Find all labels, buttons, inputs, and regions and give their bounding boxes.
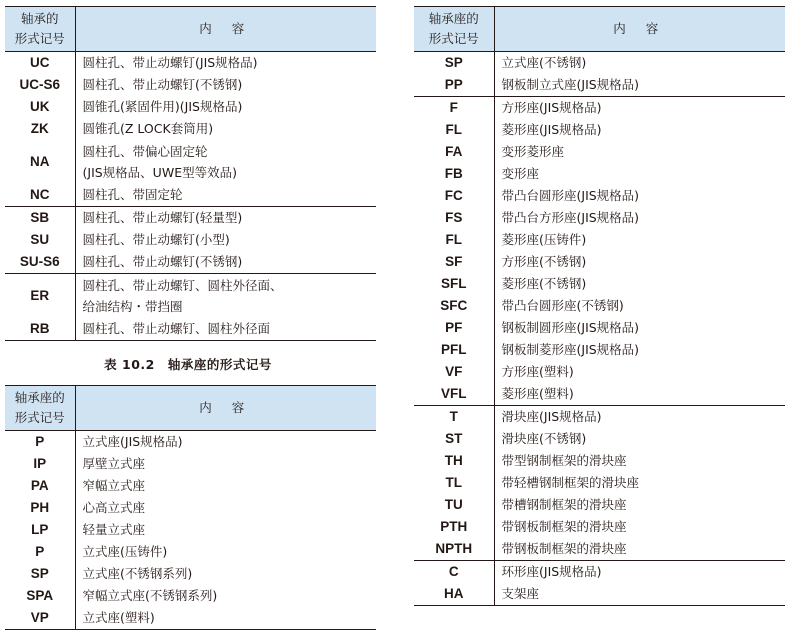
type-description xyxy=(75,607,376,630)
type-description xyxy=(75,229,376,251)
description-line: 菱形座(压铸件) xyxy=(501,232,587,247)
table-row xyxy=(414,538,785,561)
type-code: NC xyxy=(5,184,75,207)
table-row xyxy=(414,516,785,538)
type-code: PF xyxy=(414,317,494,339)
table-row xyxy=(414,251,785,273)
type-description xyxy=(494,516,785,538)
type-code: NPTH xyxy=(414,538,494,561)
table-row xyxy=(414,583,785,606)
table-row xyxy=(414,295,785,317)
description-line: 窄幅立式座 xyxy=(82,478,146,493)
table-row xyxy=(414,361,785,383)
description-line: 心高立式座 xyxy=(82,500,146,515)
table-header-row xyxy=(5,386,376,431)
type-code: TL xyxy=(414,472,494,494)
type-code: UC-S6 xyxy=(5,74,75,96)
type-code: VP xyxy=(5,607,75,630)
table-row xyxy=(5,497,376,519)
type-description xyxy=(494,428,785,450)
type-description xyxy=(75,274,376,319)
table-row xyxy=(414,97,785,120)
code-column-header xyxy=(5,7,75,52)
table-row xyxy=(5,519,376,541)
table-row xyxy=(414,207,785,229)
type-code: P xyxy=(5,541,75,563)
type-description xyxy=(494,361,785,383)
type-description xyxy=(75,318,376,341)
description-line: 立式座(不锈钢) xyxy=(501,55,587,70)
type-code: LP xyxy=(5,519,75,541)
header-line-2: 形式记号 xyxy=(14,31,65,46)
type-description xyxy=(75,251,376,274)
table-row xyxy=(5,140,376,184)
housing-type-code-table-right xyxy=(414,6,785,606)
table-row xyxy=(414,141,785,163)
table-row xyxy=(5,541,376,563)
description-line: 带型钢制框架的滑块座 xyxy=(501,453,627,468)
type-code: SU-S6 xyxy=(5,251,75,274)
type-description xyxy=(494,383,785,406)
type-description xyxy=(75,184,376,207)
type-description xyxy=(494,141,785,163)
code-column-header xyxy=(5,386,75,431)
table-row xyxy=(5,251,376,274)
description-column-header: 内 容 xyxy=(75,7,376,52)
table-row xyxy=(414,339,785,361)
description-line: 滑块座(JIS规格品) xyxy=(501,409,602,424)
description-line: 环形座(JIS规格品) xyxy=(501,564,602,579)
type-code: PFL xyxy=(414,339,494,361)
type-description xyxy=(494,538,785,561)
description-line: 方形座(不锈钢) xyxy=(501,254,587,269)
type-description xyxy=(494,472,785,494)
type-description xyxy=(494,561,785,584)
type-code: FL xyxy=(414,229,494,251)
type-description xyxy=(75,431,376,454)
type-code: NA xyxy=(5,140,75,184)
type-description xyxy=(494,450,785,472)
housing-type-code-table-left xyxy=(5,385,376,630)
table-row xyxy=(5,274,376,319)
description-line: 圆柱孔、带止动螺钉(小型) xyxy=(82,232,230,247)
type-code: FB xyxy=(414,163,494,185)
description-line: 变形菱形座 xyxy=(501,144,565,159)
type-code: HA xyxy=(414,583,494,606)
description-line: 带钢板制框架的滑块座 xyxy=(501,519,627,534)
type-code: PH xyxy=(5,497,75,519)
description-column-header: 内 容 xyxy=(494,7,785,52)
type-code: SU xyxy=(5,229,75,251)
description-line: 圆柱孔、带止动螺钉(不锈钢) xyxy=(82,254,243,269)
bearing-type-code-table xyxy=(5,6,376,341)
type-code: IP xyxy=(5,453,75,475)
description-line: 立式座(压铸件) xyxy=(82,544,168,559)
description-line: 圆柱孔、带止动螺钉、圆柱外径面 xyxy=(82,321,271,336)
table-row xyxy=(414,494,785,516)
table-row xyxy=(5,184,376,207)
description-line: 立式座(塑料) xyxy=(82,610,155,625)
type-description xyxy=(75,497,376,519)
type-code: TU xyxy=(414,494,494,516)
table-row xyxy=(414,74,785,97)
description-line: 菱形座(塑料) xyxy=(501,386,574,401)
description-line: 菱形座(不锈钢) xyxy=(501,276,587,291)
table-row xyxy=(5,74,376,96)
type-description xyxy=(75,140,376,184)
table-row xyxy=(5,585,376,607)
table-row xyxy=(414,406,785,429)
type-code: FL xyxy=(414,119,494,141)
description-line: (JIS规格品、UWE型等效品) xyxy=(82,165,237,180)
table-row xyxy=(414,472,785,494)
type-code: SP xyxy=(414,52,494,75)
table-row xyxy=(414,561,785,584)
table-row xyxy=(414,52,785,75)
description-line: 带凸台圆形座(不锈钢) xyxy=(501,298,624,313)
description-line: 圆柱孔、带止动螺钉(JIS规格品) xyxy=(82,55,258,70)
type-code: C xyxy=(414,561,494,584)
table-row xyxy=(5,431,376,454)
table-row xyxy=(5,475,376,497)
description-line: 圆锥孔(Z LOCK套筒用) xyxy=(82,121,214,136)
table-header-row xyxy=(414,7,785,52)
description-line: 轻量立式座 xyxy=(82,522,146,537)
description-line: 钢板制立式座(JIS规格品) xyxy=(501,77,640,92)
type-code: SB xyxy=(5,207,75,230)
type-code: UK xyxy=(5,96,75,118)
description-line: 圆柱孔、带止动螺钉(轻量型) xyxy=(82,210,243,225)
type-description xyxy=(494,74,785,97)
header-line-1: 轴承座的 xyxy=(14,390,65,405)
table-row xyxy=(5,453,376,475)
type-description xyxy=(494,339,785,361)
type-description xyxy=(75,519,376,541)
table-caption: 表 10.2 轴承座的形式记号 xyxy=(104,357,272,372)
table-row xyxy=(414,450,785,472)
type-description xyxy=(494,583,785,606)
header-line-2: 形式记号 xyxy=(14,410,65,425)
description-line: 圆锥孔(紧固件用)(JIS规格品) xyxy=(82,99,243,114)
header-line-1: 轴承的 xyxy=(20,11,59,26)
type-code: F xyxy=(414,97,494,120)
table-row xyxy=(5,563,376,585)
table-row xyxy=(414,185,785,207)
type-description xyxy=(494,494,785,516)
description-line: 带轻槽钢制框架的滑块座 xyxy=(501,475,640,490)
type-code: VF xyxy=(414,361,494,383)
type-description xyxy=(75,74,376,96)
description-line: 菱形座(JIS规格品) xyxy=(501,122,602,137)
description-line: 钢板制菱形座(JIS规格品) xyxy=(501,342,640,357)
type-code: SFC xyxy=(414,295,494,317)
type-description xyxy=(75,96,376,118)
description-line: 方形座(塑料) xyxy=(501,364,574,379)
table-row xyxy=(414,119,785,141)
description-column-header: 内 容 xyxy=(75,386,376,431)
type-description xyxy=(75,52,376,75)
type-code: ST xyxy=(414,428,494,450)
description-line: 变形座 xyxy=(501,166,540,181)
type-description xyxy=(494,229,785,251)
description-line: 立式座(不锈钢系列) xyxy=(82,566,193,581)
type-description xyxy=(75,563,376,585)
type-code: FA xyxy=(414,141,494,163)
type-description xyxy=(494,251,785,273)
description-line: 带凸台圆形座(JIS规格品) xyxy=(501,188,640,203)
type-code: SF xyxy=(414,251,494,273)
table-row xyxy=(5,207,376,230)
type-code: RB xyxy=(5,318,75,341)
description-line: 立式座(JIS规格品) xyxy=(82,434,183,449)
type-description xyxy=(494,97,785,120)
type-code: SFL xyxy=(414,273,494,295)
header-line-1: 轴承座的 xyxy=(428,11,479,26)
table-row xyxy=(414,273,785,295)
type-description xyxy=(494,185,785,207)
type-description xyxy=(75,453,376,475)
description-line: 滑块座(不锈钢) xyxy=(501,431,587,446)
type-description xyxy=(494,406,785,429)
type-code: PTH xyxy=(414,516,494,538)
description-line: 给油结构・带挡圈 xyxy=(82,299,183,314)
table-row xyxy=(414,163,785,185)
type-code: PA xyxy=(5,475,75,497)
description-line: 支架座 xyxy=(501,586,540,601)
type-description xyxy=(75,207,376,230)
table-row xyxy=(414,383,785,406)
description-line: 窄幅立式座(不锈钢系列) xyxy=(82,588,218,603)
description-line: 带钢板制框架的滑块座 xyxy=(501,541,627,556)
type-code: SPA xyxy=(5,585,75,607)
table-row xyxy=(5,52,376,75)
type-code: P xyxy=(5,431,75,454)
description-line: 钢板制圆形座(JIS规格品) xyxy=(501,320,640,335)
table-row xyxy=(5,607,376,630)
type-description xyxy=(494,207,785,229)
type-description xyxy=(75,541,376,563)
type-description xyxy=(494,163,785,185)
table-row xyxy=(414,428,785,450)
type-code: ZK xyxy=(5,118,75,140)
description-line: 圆柱孔、带偏心固定轮 xyxy=(82,144,208,159)
type-description xyxy=(494,295,785,317)
type-description xyxy=(494,52,785,75)
type-description xyxy=(75,118,376,140)
type-code: VFL xyxy=(414,383,494,406)
description-line: 带凸台方形座(JIS规格品) xyxy=(501,210,640,225)
type-code: FC xyxy=(414,185,494,207)
table-row xyxy=(414,317,785,339)
type-description xyxy=(494,317,785,339)
type-code: SP xyxy=(5,563,75,585)
type-code: FS xyxy=(414,207,494,229)
type-description xyxy=(494,273,785,295)
type-code: PP xyxy=(414,74,494,97)
type-code: T xyxy=(414,406,494,429)
table-row xyxy=(5,118,376,140)
description-line: 圆柱孔、带止动螺钉、圆柱外径面、 xyxy=(82,278,283,293)
table-header-row xyxy=(5,7,376,52)
type-description xyxy=(75,585,376,607)
description-line: 厚壁立式座 xyxy=(82,456,146,471)
description-line: 方形座(JIS规格品) xyxy=(501,100,602,115)
type-description xyxy=(494,119,785,141)
table-row xyxy=(5,96,376,118)
header-line-2: 形式记号 xyxy=(428,31,479,46)
type-code: TH xyxy=(414,450,494,472)
type-description xyxy=(75,475,376,497)
description-line: 圆柱孔、带止动螺钉(不锈钢) xyxy=(82,77,243,92)
table-row xyxy=(5,318,376,341)
table-row xyxy=(5,229,376,251)
description-line: 圆柱孔、带固定轮 xyxy=(82,187,183,202)
description-line: 带槽钢制框架的滑块座 xyxy=(501,497,627,512)
type-code: UC xyxy=(5,52,75,75)
code-column-header xyxy=(414,7,494,52)
type-code: ER xyxy=(5,274,75,319)
table-row xyxy=(414,229,785,251)
